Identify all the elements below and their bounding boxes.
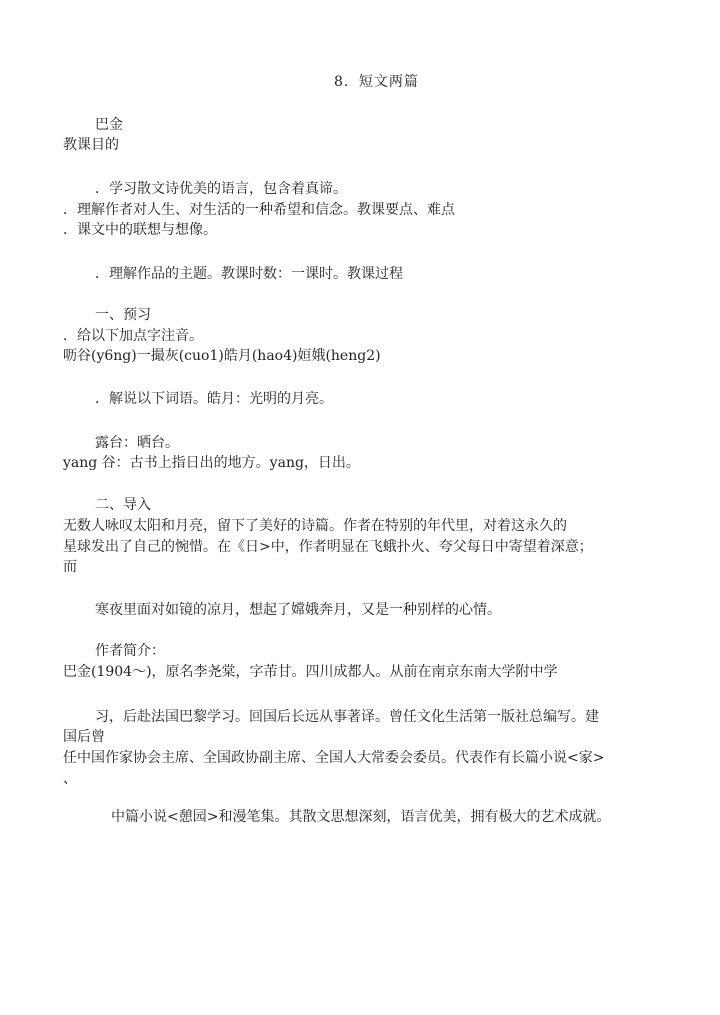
author-name: 巴金 [95,117,123,133]
text-line: ．理解作品的主题。教课时数：一课时。教课过程 [95,266,403,282]
text-line: ．理解作者对人生、对生活的一种希望和信念。教课要点、难点 [63,202,455,218]
section-heading: 二、导入 [95,497,151,513]
text-line: 露台：晒台。 [95,435,179,451]
text-line: 国后曾 [63,729,105,745]
text-line: ．课文中的联想与想像。 [63,222,217,238]
text-line: ．解说以下词语。皓月：光明的月亮。 [95,391,333,407]
text-line: yang 谷：古书上指日出的地方。yang，日出。 [63,455,360,471]
text-line: 寒夜里面对如镜的凉月，想起了嫦娥奔月，又是一种别样的心情。 [95,602,501,618]
text-line: 而 [63,559,77,575]
section-heading: 一、预习 [95,307,151,323]
text-line: 无数人咏叹太阳和月亮，留下了美好的诗篇。作者在特别的年代里，对着这永久的 [63,518,567,534]
text-line: 习，后赴法国巴黎学习。回国后长远从事著译。曾任文化生活第一版社总编写。建 [95,709,599,725]
text-line: 任中国作家协会主席、全国政协副主席、全国人大常委会委员。代表作有长篇小说<家> [63,750,605,766]
text-line: ．给以下加点字注音。 [63,328,203,344]
text-line: 巴金(1904～)，原名李尧棠，字芾甘。四川成都人。从前在南京东南大学附中学 [63,664,558,680]
text-line: 、 [63,771,77,787]
section-heading: 教课目的 [63,137,119,153]
text-line: 呖谷(y6ng)一撮灰(cuo1)皓月(hao4)姮娥(heng2) [63,348,381,364]
text-line: ．学习散文诗优美的语言，包含着真谛。 [95,181,347,197]
section-heading: 作者简介： [95,643,165,659]
document-title: 8．短文两篇 [334,74,419,90]
text-line: 星球发出了自己的惋惜。在《日>中，作者明显在飞蛾扑火、夸父每日中寄望着深意； [63,539,593,555]
text-line: 中篇小说<憩园>和漫笔集。其散文思想深刻，语言优美，拥有极大的艺术成就。 [111,809,611,825]
